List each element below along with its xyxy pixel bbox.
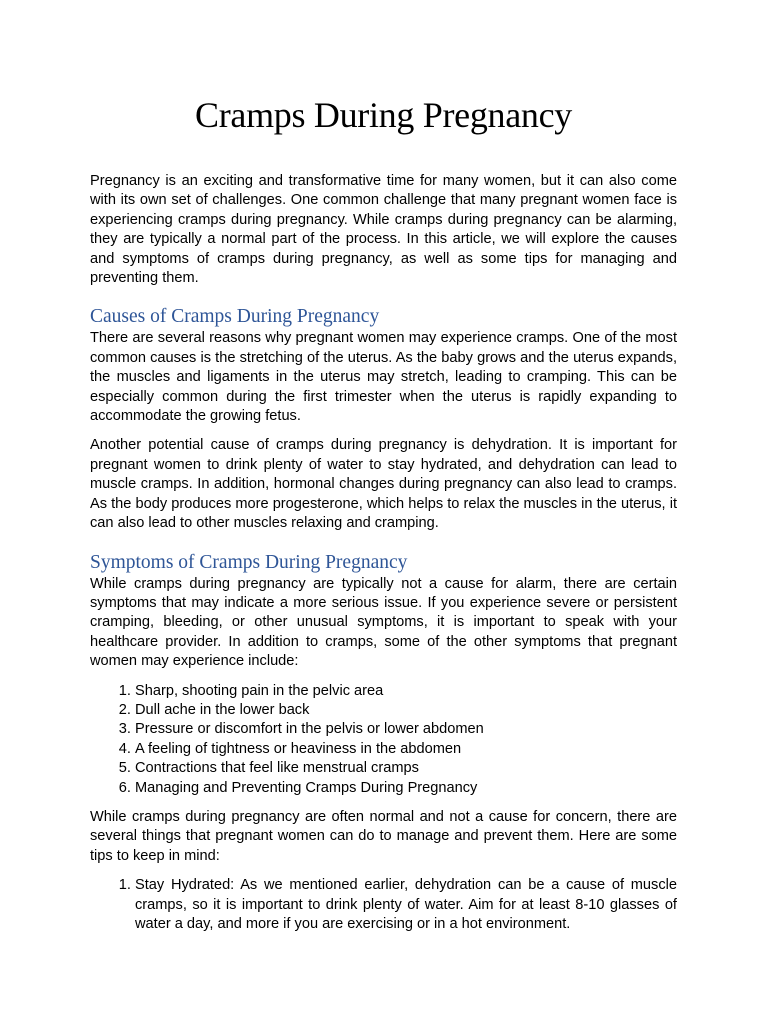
causes-heading: Causes of Cramps During Pregnancy — [90, 306, 380, 328]
intro-paragraph: Pregnancy is an exciting and transformative time for many women, but it can also come with its own set of challenges. One common challenge that many pregnant women face is experiencing cramps during pregnancy. While cramps during pregnancy can be alarming, they are typically a normal part of the process. In this article, we will explore the causes and symptoms of cramps during pregnancy, as well as some tips for managing and preventing them. — [90, 173, 677, 287]
causes-paragraph-1: There are several reasons why pregnant women may experience cramps. One of the most common causes is the stretching of the uterus. As the baby grows and the uterus expands, the muscles and ligaments in the uterus may stretch, leading to cramping. This can be especially common during the first trimester when the uterus is rapidly expanding to accommodate the growing fetus. — [90, 330, 677, 425]
page-title: Cramps During Pregnancy — [194, 95, 573, 135]
causes-paragraph-2: Another potential cause of cramps during pregnancy is dehydration. It is important for pregnant women to drink plenty of water to stay hydrated, and dehydration can lead to muscle cramps. In addition, hormonal changes during pregnancy can also lead to cramps. As the body produces more progesterone, which helps to relax the muscles in the uterus, it can also lead to other muscles relaxing and cramping. — [90, 437, 677, 532]
list-item: 5. Contractions that feel like menstrual cramps — [135, 759, 677, 778]
symptoms-heading: Symptoms of Cramps During Pregnancy — [90, 551, 408, 573]
symptoms-list — [90, 682, 677, 798]
tips-list — [90, 876, 677, 934]
document-content — [90, 94, 677, 944]
list-item: 1. Stay Hydrated: As we mentioned earlier, dehydration can be a cause of muscle cramps, so it is important to drink plenty of water. Aim for at least 8-10 glasses of water a day, and more if you are exercising or in a hot environment. — [135, 876, 677, 934]
symptoms-paragraph: While cramps during pregnancy are typically not a cause for alarm, there are certain symptoms that may indicate a more serious issue. If you experience severe or persistent cramping, bleeding, or other unusual symptoms, it is important to speak with your healthcare provider. In addition to cramps, some of the other symptoms that pregnant women may experience include: — [90, 575, 677, 670]
list-item: 4. A feeling of tightness or heaviness in the abdomen — [135, 740, 677, 759]
list-item: 3. Pressure or discomfort in the pelvis or lower abdomen — [135, 720, 677, 739]
tips-paragraph: While cramps during pregnancy are often normal and not a cause for concern, there are several things that pregnant women can do to manage and prevent them. Here are some tips to keep in mind: — [90, 808, 677, 864]
list-item: 2. Dull ache in the lower back — [135, 701, 677, 720]
list-item: 1. Sharp, shooting pain in the pelvic area — [135, 682, 677, 701]
list-item: 6. Managing and Preventing Cramps During Pregnancy — [135, 779, 677, 798]
